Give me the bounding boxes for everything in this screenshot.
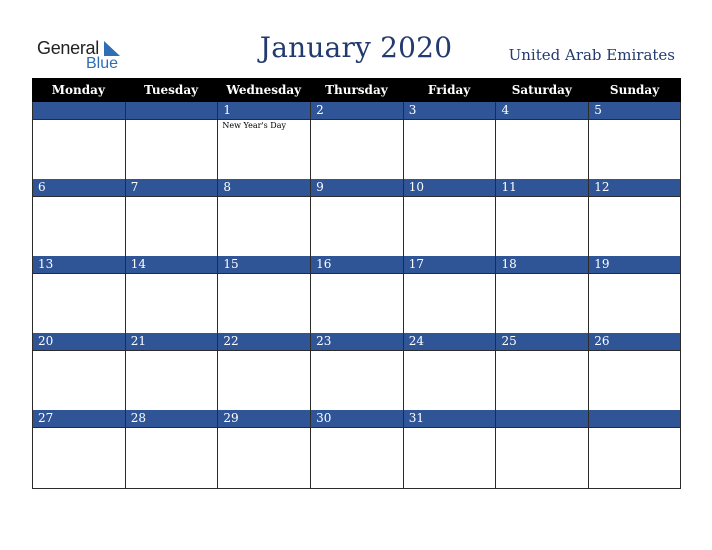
day-number: 30 <box>316 411 332 425</box>
country-label: United Arab Emirates <box>508 46 675 64</box>
day-number: 21 <box>130 334 146 348</box>
day-cell[interactable] <box>311 333 404 410</box>
day-cell[interactable] <box>589 179 681 256</box>
day-cell[interactable] <box>218 256 311 333</box>
day-cell[interactable] <box>311 179 404 256</box>
day-number: 1 <box>223 103 232 117</box>
day-number: 8 <box>223 180 232 194</box>
logo-blue-text: Blue <box>86 55 119 72</box>
weekday-thursday: Thursday <box>325 83 388 97</box>
day-cell[interactable] <box>497 333 590 410</box>
calendar-grid <box>32 78 681 489</box>
day-cell[interactable] <box>311 410 404 488</box>
weekday-saturday: Saturday <box>511 83 572 97</box>
day-cell[interactable] <box>126 333 219 410</box>
day-number: 28 <box>130 411 146 425</box>
weekday-header-row <box>32 78 681 102</box>
day-cell[interactable] <box>497 179 590 256</box>
day-number: 7 <box>130 180 139 194</box>
day-number: 13 <box>38 257 54 271</box>
day-cell[interactable] <box>497 256 590 333</box>
day-cell[interactable] <box>404 179 497 256</box>
day-number: 11 <box>501 180 517 194</box>
day-cell[interactable] <box>404 102 497 179</box>
weekday-sunday: Sunday <box>609 83 660 97</box>
day-cell[interactable] <box>218 179 311 256</box>
day-cell[interactable] <box>404 410 497 488</box>
day-cell[interactable] <box>589 102 681 179</box>
day-number: 19 <box>594 257 610 271</box>
day-cell[interactable] <box>218 410 311 488</box>
day-number: 9 <box>316 180 324 194</box>
day-cell[interactable] <box>126 179 219 256</box>
day-cell[interactable] <box>33 179 126 256</box>
weekday-friday: Friday <box>427 83 471 97</box>
day-number: 17 <box>408 257 425 271</box>
day-cell[interactable] <box>218 102 311 179</box>
day-number: 16 <box>316 257 332 271</box>
day-cell[interactable] <box>126 256 219 333</box>
day-number: 27 <box>38 411 54 425</box>
day-cell[interactable] <box>589 256 681 333</box>
weeks-container <box>32 102 681 489</box>
day-cell[interactable] <box>497 410 590 488</box>
day-cell[interactable] <box>404 333 497 410</box>
day-cell[interactable] <box>126 410 219 488</box>
weekday-tuesday: Tuesday <box>143 83 199 97</box>
day-cell[interactable] <box>218 333 311 410</box>
day-cell[interactable] <box>311 256 404 333</box>
day-number: 15 <box>223 257 239 271</box>
holiday-label: New Year's Day <box>222 121 286 130</box>
day-cell[interactable] <box>33 102 126 179</box>
day-cell[interactable] <box>589 333 681 410</box>
day-number: 12 <box>594 180 610 194</box>
day-number: 5 <box>594 103 602 117</box>
day-number: 6 <box>38 180 46 194</box>
day-cell[interactable] <box>589 410 681 488</box>
day-cell[interactable] <box>126 102 219 179</box>
day-number: 23 <box>316 334 332 348</box>
day-number: 26 <box>594 334 610 348</box>
day-cell[interactable] <box>33 410 126 488</box>
day-cell[interactable] <box>404 256 497 333</box>
day-number: 25 <box>501 334 517 348</box>
day-number: 31 <box>408 411 425 425</box>
weekday-wednesday: Wednesday <box>226 83 302 97</box>
logo-general-text: General <box>37 38 99 58</box>
week-row <box>32 179 681 256</box>
day-number: 3 <box>408 103 417 117</box>
day-cell[interactable] <box>33 333 126 410</box>
day-number: 18 <box>501 257 517 271</box>
week-row <box>32 410 681 489</box>
week-row <box>32 256 681 333</box>
day-number: 24 <box>408 334 425 348</box>
day-number: 22 <box>223 334 239 348</box>
day-number: 2 <box>316 103 324 117</box>
day-number: 10 <box>408 180 425 194</box>
calendar-title: January 2020 <box>259 31 453 64</box>
day-cell[interactable] <box>497 102 590 179</box>
week-row <box>32 333 681 410</box>
day-cell[interactable] <box>33 256 126 333</box>
day-number: 4 <box>501 103 510 117</box>
day-number: 20 <box>38 334 54 348</box>
day-number: 14 <box>130 257 146 271</box>
day-cell[interactable] <box>311 102 404 179</box>
day-number: 29 <box>223 411 239 425</box>
weekday-monday: Monday <box>51 83 105 97</box>
week-row <box>32 102 681 179</box>
